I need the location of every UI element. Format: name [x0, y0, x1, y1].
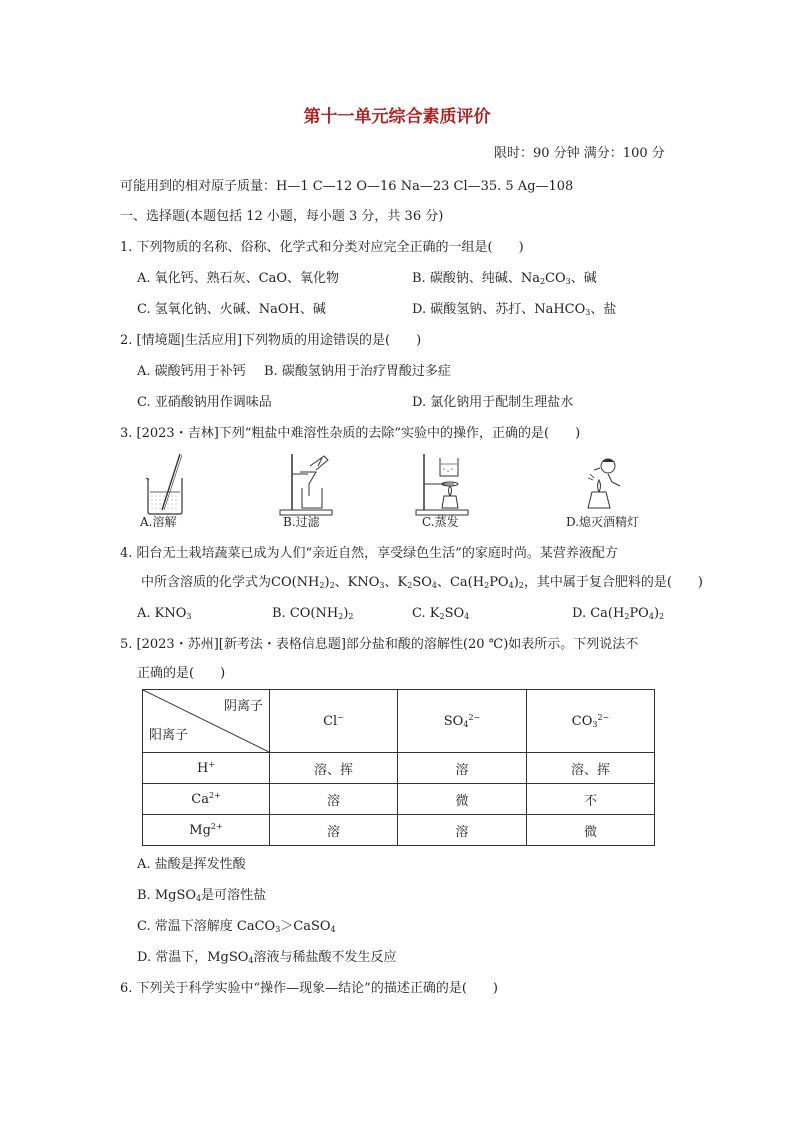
q4-option-a: A. $KNO_3$	[137, 606, 192, 621]
q2-option-b: B. 碳酸氢钠用于治疗胃酸过多症	[264, 364, 451, 379]
row-header-h: H+	[143, 753, 270, 784]
table-row	[143, 784, 655, 815]
q3-stem: 3. [2023・吉林]下列“粗盐中难溶性杂质的去除”实验中的操作，正确的是( )	[120, 426, 581, 441]
q4-stem-line2: 中所含溶质的化学式为$CO(NH_2)_2$、$KNO_3$、$K_2SO_4$、$Ca(H_2PO_4)_2$，其中属于复合肥料的是( )	[141, 575, 704, 590]
dissolving-figure	[140, 452, 190, 516]
q1-option-a: A. 氧化钙、熟石灰、CaO、氧化物	[137, 271, 340, 286]
q2-stem: 2. [情境题|生活应用]下列物质的用途错误的是( )	[120, 333, 422, 348]
q5-stem-line2: 正确的是( )	[137, 666, 226, 681]
table-cell: 溶	[270, 815, 398, 846]
table-cell: 溶	[270, 784, 398, 815]
figure-d-label: D.熄灭酒精灯	[566, 515, 640, 529]
q6-stem: 6. 下列关于科学实验中“操作—现象—结论”的描述正确的是( )	[120, 981, 498, 996]
q1-option-b: B. 碳酸钠、纯碱、$Na_2CO_3$、碱	[412, 271, 597, 286]
q2-option-a: A. 碳酸钙用于补钙	[137, 364, 246, 379]
q5-option-a: A. 盐酸是挥发性酸	[137, 857, 246, 872]
time-limit: 限时：90 分钟 满分：100 分	[494, 146, 665, 161]
q5-option-c: C. 常温下溶解度 CaCO$_3$＞CaSO$_4$	[137, 919, 336, 934]
row-header-ca: $Ca^{2+}$	[143, 784, 270, 815]
filtration-figure	[278, 452, 338, 516]
column-header-cl: Cl−	[270, 690, 398, 753]
q5-option-d: D. 常温下，MgSO$_4$溶液与稀盐酸不发生反应	[137, 950, 397, 965]
q1-option-d: D. 碳酸氢钠、苏打、NaHCO$_3$、盐	[412, 302, 617, 317]
table-cell: 不	[527, 784, 655, 815]
table-cell: 溶、挥	[527, 753, 655, 784]
q1-stem: 1. 下列物质的名称、俗称、化学式和分类对应完全正确的一组是( )	[120, 240, 524, 255]
solubility-table	[142, 689, 655, 846]
q5-stem-line1: 5. [2023・苏州][新考法・表格信息题]部分盐和酸的溶解性(20 ℃)如表所示。下列说法不	[120, 637, 639, 652]
q1-option-c: C. 氢氧化钠、火碱、NaOH、碱	[137, 302, 326, 317]
figure-b-label: B.过滤	[283, 515, 320, 529]
table-cell: 溶	[398, 753, 527, 784]
q4-option-b: B. $CO(NH_2)_2$	[272, 606, 354, 621]
page-title: 第十一单元综合素质评价	[303, 107, 491, 127]
q5-option-b: B. MgSO$_4$是可溶性盐	[137, 888, 267, 903]
table-cell: 溶	[398, 815, 527, 846]
evaporation-figure	[414, 452, 474, 516]
table-corner-header	[143, 690, 270, 753]
figure-c-label: C.蒸发	[422, 515, 459, 529]
q4-option-c: C. $K_2SO_4$	[412, 606, 470, 621]
column-header-co3: $CO_3^{2-}$	[527, 690, 655, 753]
column-header-so4: $SO_4^{2-}$	[398, 690, 527, 753]
table-row	[143, 815, 655, 846]
q2-option-d: D. 氯化钠用于配制生理盐水	[412, 395, 574, 410]
q2-option-c: C. 亚硝酸钠用作调味品	[137, 395, 272, 410]
table-cell: 微	[527, 815, 655, 846]
table-cell: 溶、挥	[270, 753, 398, 784]
table-cell: 微	[398, 784, 527, 815]
table-row	[143, 753, 655, 784]
anion-header: 阴离子	[223, 699, 263, 714]
alcohol-lamp-figure	[572, 452, 632, 516]
q4-stem-line1: 4. 阳台无土栽培蔬菜已成为人们“亲近自然，享受绿色生活”的家庭时尚。某营养液配方	[120, 546, 618, 561]
figure-a-label: A.溶解	[140, 515, 177, 529]
atomic-masses: 可能用到的相对原子质量：H—1 C—12 O—16 Na—23 Cl—35. 5 Ag—108	[120, 179, 574, 194]
cation-header: 阳离子	[149, 728, 189, 743]
row-header-mg: $Mg^{2+}$	[143, 815, 270, 846]
q4-option-d: D. $Ca(H_2PO_4)_2$	[572, 606, 665, 621]
section-heading: 一、选择题(本题包括 12 小题，每小题 3 分，共 36 分)	[120, 209, 444, 224]
